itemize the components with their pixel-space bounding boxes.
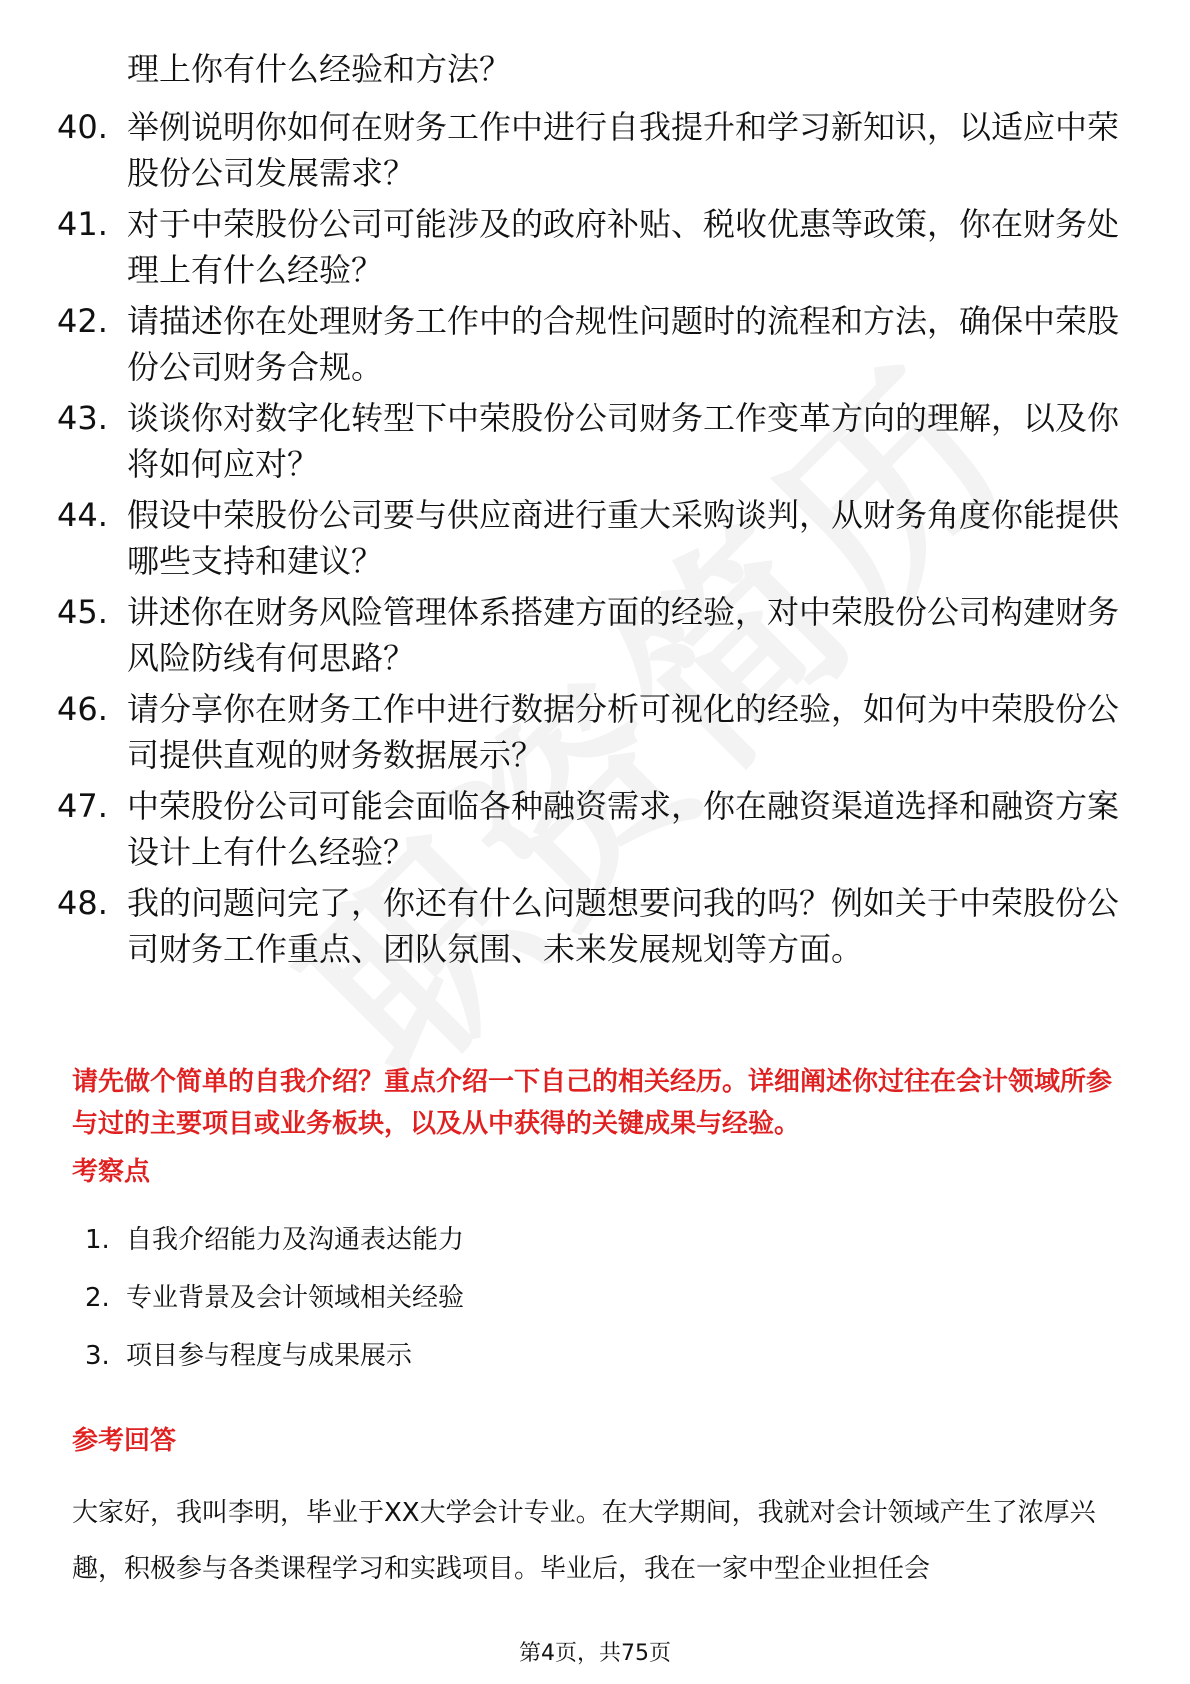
- featured-question: 请先做个简单的自我介绍？重点介绍一下自己的相关经历。详细阐述你过往在会计领域所参与过的主要项目或业务板块，以及从中获得的关键成果与经验。: [72, 1067, 1113, 1139]
- focus-point-number: 2.: [85, 1283, 110, 1313]
- question-item: [0, 589, 1190, 686]
- focus-section-title: 考察点: [72, 1157, 151, 1187]
- question-item: [0, 298, 1190, 395]
- question-number: 43.: [57, 399, 108, 437]
- question-item: [0, 492, 1190, 589]
- question-number: 48.: [57, 884, 108, 922]
- question-text: 对于中荣股份公司可能涉及的政府补贴、税收优惠等政策，你在财务处理上有什么经验？: [127, 205, 1120, 289]
- question-text: 讲述你在财务风险管理体系搭建方面的经验，对中荣股份公司构建财务风险防线有何思路？: [127, 593, 1120, 677]
- reference-answer: 大家好，我叫李明，毕业于XX大学会计专业。在大学期间，我就对会计领域产生了浓厚兴趣，积极参与各类课程学习和实践项目。毕业后，我在一家中型企业担任会: [72, 1498, 1096, 1584]
- question-item: [0, 686, 1190, 783]
- question-text: 中荣股份公司可能会面临各种融资需求，你在融资渠道选择和融资方案设计上有什么经验？: [127, 787, 1120, 871]
- focus-point-text: 自我介绍能力及沟通表达能力: [126, 1225, 465, 1255]
- question-text: 请分享你在财务工作中进行数据分析可视化的经验，如何为中荣股份公司提供直观的财务数据展示？: [127, 690, 1120, 774]
- question-text: 假设中荣股份公司要与供应商进行重大采购谈判，从财务角度你能提供哪些支持和建议？: [127, 496, 1120, 580]
- question-item: [0, 104, 1190, 201]
- focus-point-number: 1.: [85, 1225, 110, 1255]
- reference-section-title: 参考回答: [72, 1426, 177, 1456]
- question-continuation: 理上你有什么经验和方法？: [127, 50, 512, 88]
- question-number: 45.: [57, 593, 108, 631]
- question-item: [0, 880, 1190, 977]
- question-text: 请描述你在处理财务工作中的合规性问题时的流程和方法，确保中荣股份公司财务合规。: [127, 302, 1120, 386]
- focus-point-text: 专业背景及会计领域相关经验: [126, 1283, 465, 1313]
- question-item: [0, 783, 1190, 880]
- page-footer: 第4页，共75页: [519, 1641, 671, 1666]
- question-number: 40.: [57, 108, 108, 146]
- focus-point-text: 项目参与程度与成果展示: [126, 1341, 413, 1371]
- question-list: [0, 104, 1190, 977]
- focus-point-number: 3.: [85, 1341, 110, 1371]
- question-item: [0, 395, 1190, 492]
- question-item: [0, 201, 1190, 298]
- question-number: 46.: [57, 690, 108, 728]
- question-text: 我的问题问完了，你还有什么问题想要问我的吗？例如关于中荣股份公司财务工作重点、团队氛围、未来发展规划等方面。: [127, 884, 1120, 968]
- question-number: 42.: [57, 302, 108, 340]
- question-number: 44.: [57, 496, 108, 534]
- question-number: 41.: [57, 205, 108, 243]
- question-text: 举例说明你如何在财务工作中进行自我提升和学习新知识，以适应中荣股份公司发展需求？: [127, 108, 1120, 192]
- question-number: 47.: [57, 787, 108, 825]
- question-text: 谈谈你对数字化转型下中荣股份公司财务工作变革方向的理解，以及你将如何应对？: [127, 399, 1120, 483]
